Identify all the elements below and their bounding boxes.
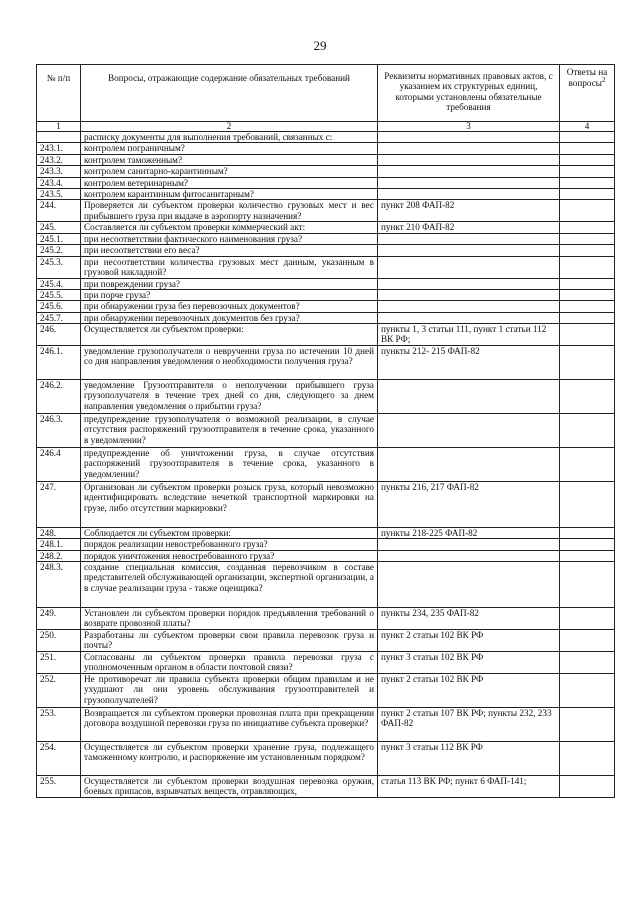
reference-text: пункты 234, 235 ФАП-82 bbox=[378, 608, 560, 630]
question-text: при обнаружении перевозочных документов без груза? bbox=[81, 312, 378, 323]
row-number: 249. bbox=[37, 608, 81, 630]
reference-text bbox=[378, 550, 560, 561]
answer-cell[interactable] bbox=[560, 674, 615, 708]
question-text: Проверяется ли субъектом проверки количество грузовых мест и вес прибывшего груза при выдаче в аэропорту назначения? bbox=[81, 200, 378, 222]
table-row bbox=[37, 379, 615, 413]
row-number: 245.2. bbox=[37, 245, 81, 256]
reference-text bbox=[378, 301, 560, 312]
row-number: 254. bbox=[37, 742, 81, 776]
question-text: при обнаружении груза без перевозочных документов? bbox=[81, 301, 378, 312]
table-row bbox=[37, 345, 615, 379]
answer-cell[interactable] bbox=[560, 200, 615, 222]
answer-cell[interactable] bbox=[560, 652, 615, 674]
row-number: 247. bbox=[37, 481, 81, 527]
table-row bbox=[37, 447, 615, 481]
table-row bbox=[37, 289, 615, 300]
answer-cell[interactable] bbox=[560, 608, 615, 630]
reference-text: пункт 3 статьи 102 ВК РФ bbox=[378, 652, 560, 674]
table-row bbox=[37, 143, 615, 154]
row-number: 246.3. bbox=[37, 413, 81, 447]
row-number: 245.3. bbox=[37, 256, 81, 278]
answer-cell[interactable] bbox=[560, 413, 615, 447]
question-text: Разработаны ли субъектом проверки свои правила перевозок груза и почты? bbox=[81, 630, 378, 652]
reference-text bbox=[378, 143, 560, 154]
row-number: 245. bbox=[37, 222, 81, 233]
answer-cell[interactable] bbox=[560, 256, 615, 278]
reference-text: пункт 2 статьи 102 ВК РФ bbox=[378, 674, 560, 708]
question-text: Соблюдается ли субъектом проверки: bbox=[81, 527, 378, 538]
question-text: контролем таможенным? bbox=[81, 154, 378, 165]
row-number: 243.1. bbox=[37, 143, 81, 154]
question-text: порядок реализации невостребованного груза? bbox=[81, 539, 378, 550]
row-number: 245.6. bbox=[37, 301, 81, 312]
row-number bbox=[37, 132, 81, 143]
table-row bbox=[37, 742, 615, 776]
question-text: порядок уничтожения невостребованного груза? bbox=[81, 550, 378, 561]
reference-text bbox=[378, 447, 560, 481]
header-row bbox=[37, 65, 615, 122]
reference-text bbox=[378, 154, 560, 165]
answer-cell[interactable] bbox=[560, 143, 615, 154]
reference-text bbox=[378, 562, 560, 608]
question-text: уведомление Грузоотправителя о неполучении прибывшего груза грузополучателя в течение трех дней со дня, следующего за днем направления уведомления о прибытии груза? bbox=[81, 379, 378, 413]
reference-text: пункты 216, 217 ФАП-82 bbox=[378, 481, 560, 527]
table-row bbox=[37, 708, 615, 742]
answer-cell[interactable] bbox=[560, 776, 615, 798]
reference-text: пункт 2 статьи 107 ВК РФ; пункты 232, 233 ФАП-82 bbox=[378, 708, 560, 742]
answer-cell[interactable] bbox=[560, 245, 615, 256]
question-text: контролем санитарно-карантинным? bbox=[81, 166, 378, 177]
reference-text bbox=[378, 379, 560, 413]
question-text: Осуществляется ли субъектом проверки воздушная перевозка оружия, боевых припасов, взрывчатых веществ, отравляющих, bbox=[81, 776, 378, 798]
reference-text bbox=[378, 233, 560, 244]
reference-text bbox=[378, 132, 560, 143]
column-number-row bbox=[37, 122, 615, 132]
answer-cell[interactable] bbox=[560, 562, 615, 608]
reference-text bbox=[378, 256, 560, 278]
reference-text bbox=[378, 188, 560, 199]
reference-text bbox=[378, 278, 560, 289]
answer-cell[interactable] bbox=[560, 447, 615, 481]
answer-cell[interactable] bbox=[560, 132, 615, 143]
answer-cell[interactable] bbox=[560, 289, 615, 300]
row-number: 253. bbox=[37, 708, 81, 742]
answer-cell[interactable] bbox=[560, 379, 615, 413]
table-row bbox=[37, 222, 615, 233]
reference-text: статья 113 ВК РФ; пункт 6 ФАП-141; bbox=[378, 776, 560, 798]
table-row bbox=[37, 301, 615, 312]
table-row bbox=[37, 324, 615, 346]
question-text: Согласованы ли субъектом проверки правила перевозки груза с уполномоченным органом в области почтовой связи? bbox=[81, 652, 378, 674]
answer-cell[interactable] bbox=[560, 278, 615, 289]
question-text: при несоответствии количества грузовых мест данным, указанным в грузовой накладной? bbox=[81, 256, 378, 278]
reference-text bbox=[378, 413, 560, 447]
table-row bbox=[37, 177, 615, 188]
answer-cell[interactable] bbox=[560, 222, 615, 233]
row-number: 243.5. bbox=[37, 188, 81, 199]
question-text: при порче груза? bbox=[81, 289, 378, 300]
table-row bbox=[37, 413, 615, 447]
row-number: 250. bbox=[37, 630, 81, 652]
question-text: расписку документы для выполнения требований, связанных с: bbox=[81, 132, 378, 143]
question-text: Организован ли субъектом проверки розыск груза, который невозможно идентифицировать вследствие нечеткой транспортной маркировки на грузе, либо отсутствии маркировки? bbox=[81, 481, 378, 527]
row-number: 245.1. bbox=[37, 233, 81, 244]
table-row bbox=[37, 562, 615, 608]
question-text: предупреждение об уничтожении груза, в случае отсутствия распоряжений грузоотправителя в течение срока, указанного в уведомлении? bbox=[81, 447, 378, 481]
reference-text: пункты 1, 3 статьи 111, пункт 1 статьи 112 ВК РФ; bbox=[378, 324, 560, 346]
header-questions: Вопросы, отражающие содержание обязательных требований bbox=[81, 65, 378, 122]
table-row bbox=[37, 539, 615, 550]
table-row bbox=[37, 776, 615, 798]
table-row bbox=[37, 630, 615, 652]
row-number: 245.7. bbox=[37, 312, 81, 323]
row-number: 243.3. bbox=[37, 166, 81, 177]
answer-cell[interactable] bbox=[560, 550, 615, 561]
reference-text bbox=[378, 289, 560, 300]
table-row bbox=[37, 188, 615, 199]
answer-cell[interactable] bbox=[560, 154, 615, 165]
row-number: 246.2. bbox=[37, 379, 81, 413]
header-references: Реквизиты нормативных правовых актов, с указанием их структурных единиц, которыми установлены обязательные требования bbox=[378, 65, 560, 122]
row-number: 246.4 bbox=[37, 447, 81, 481]
row-number: 246.1. bbox=[37, 345, 81, 379]
page-number: 29 bbox=[313, 38, 327, 53]
row-number: 243.2. bbox=[37, 154, 81, 165]
answer-cell[interactable] bbox=[560, 301, 615, 312]
answer-cell[interactable] bbox=[560, 630, 615, 652]
answer-cell[interactable] bbox=[560, 539, 615, 550]
table-row bbox=[37, 652, 615, 674]
table-body bbox=[37, 132, 615, 798]
question-text: Составляется ли субъектом проверки коммерческий акт: bbox=[81, 222, 378, 233]
question-text: Не противоречат ли правила субъекта проверки общим правилам и не ухудшают ли они уровень обслуживания грузоотправителей и грузополучателей? bbox=[81, 674, 378, 708]
answer-cell[interactable] bbox=[560, 188, 615, 199]
table-row bbox=[37, 527, 615, 538]
row-number: 245.4. bbox=[37, 278, 81, 289]
question-text: Установлен ли субъектом проверки порядок предъявления требований о возврате провозной платы? bbox=[81, 608, 378, 630]
answer-cell[interactable] bbox=[560, 177, 615, 188]
table-row bbox=[37, 166, 615, 177]
row-number: 251. bbox=[37, 652, 81, 674]
answer-cell[interactable] bbox=[560, 527, 615, 538]
question-text: уведомление грузополучателя о неврученни груза по истечении 10 дней со дня направления уведомления о необходимости получения груза? bbox=[81, 345, 378, 379]
question-text: контролем карантинным фитосанитарным? bbox=[81, 188, 378, 199]
row-number: 243.4. bbox=[37, 177, 81, 188]
question-text: Осуществляется ли субъектом проверки хранение груза, подлежащего таможенному контролю, и распоряжение им установленным порядком? bbox=[81, 742, 378, 776]
answer-cell[interactable] bbox=[560, 324, 615, 346]
column-number: 3 bbox=[378, 122, 560, 132]
table-row bbox=[37, 200, 615, 222]
row-number: 248.2. bbox=[37, 550, 81, 561]
header-answers-footnote: 2 bbox=[601, 76, 606, 85]
table-row bbox=[37, 245, 615, 256]
table-row bbox=[37, 481, 615, 527]
question-text: при несоответствии фактического наименования груза? bbox=[81, 233, 378, 244]
row-number: 248.3. bbox=[37, 562, 81, 608]
question-text: Возвращается ли субъектом проверки провозная плата при прекращении договора воздушной перевозки груза по инициативе субъекта проверки? bbox=[81, 708, 378, 742]
header-answers bbox=[560, 65, 615, 122]
answer-cell[interactable] bbox=[560, 233, 615, 244]
table-row bbox=[37, 132, 615, 143]
answer-cell[interactable] bbox=[560, 742, 615, 776]
question-text: предупреждение грузополучателя о возможной реализации, в случае отсутствия распоряжений грузоотправителя в течение срока, указанного в уведомлении? bbox=[81, 413, 378, 447]
reference-text: пункт 2 статьи 102 ВК РФ bbox=[378, 630, 560, 652]
table-row bbox=[37, 233, 615, 244]
table-row bbox=[37, 550, 615, 561]
row-number: 246. bbox=[37, 324, 81, 346]
header-number: № п/п bbox=[37, 65, 81, 122]
reference-text bbox=[378, 539, 560, 550]
question-text: при повреждении груза? bbox=[81, 278, 378, 289]
reference-text bbox=[378, 177, 560, 188]
answer-cell[interactable] bbox=[560, 708, 615, 742]
row-number: 245.5. bbox=[37, 289, 81, 300]
row-number: 248. bbox=[37, 527, 81, 538]
table-row bbox=[37, 256, 615, 278]
reference-text: пункт 3 статьи 112 ВК РФ bbox=[378, 742, 560, 776]
question-text: создание специальная комиссия, созданная перевозчиком в составе представителей обслуживающей организации, экспертной организации, а в случае реализации груза - также оценщика? bbox=[81, 562, 378, 608]
row-number: 255. bbox=[37, 776, 81, 798]
reference-text: пункты 218-225 ФАП-82 bbox=[378, 527, 560, 538]
answer-cell[interactable] bbox=[560, 345, 615, 379]
table-row bbox=[37, 674, 615, 708]
answer-cell[interactable] bbox=[560, 166, 615, 177]
table-row bbox=[37, 278, 615, 289]
reference-text: пункты 212- 215 ФАП-82 bbox=[378, 345, 560, 379]
column-number: 1 bbox=[37, 122, 81, 132]
question-text: при несоответствии его веса? bbox=[81, 245, 378, 256]
row-number: 248.1. bbox=[37, 539, 81, 550]
answer-cell[interactable] bbox=[560, 481, 615, 527]
column-number: 4 bbox=[560, 122, 615, 132]
table-row bbox=[37, 154, 615, 165]
question-text: Осуществляется ли субъектом проверки: bbox=[81, 324, 378, 346]
answer-cell[interactable] bbox=[560, 312, 615, 323]
header-answers-label: Ответы на вопросы bbox=[566, 67, 608, 89]
table-row bbox=[37, 608, 615, 630]
table-row bbox=[37, 312, 615, 323]
row-number: 252. bbox=[37, 674, 81, 708]
row-number: 244. bbox=[37, 200, 81, 222]
reference-text: пункт 208 ФАП-82 bbox=[378, 200, 560, 222]
reference-text bbox=[378, 245, 560, 256]
column-number: 2 bbox=[81, 122, 378, 132]
reference-text bbox=[378, 312, 560, 323]
requirements-table bbox=[36, 64, 615, 798]
question-text: контролем пограничным? bbox=[81, 143, 378, 154]
reference-text: пункт 210 ФАП-82 bbox=[378, 222, 560, 233]
question-text: контролем ветеринарным? bbox=[81, 177, 378, 188]
reference-text bbox=[378, 166, 560, 177]
